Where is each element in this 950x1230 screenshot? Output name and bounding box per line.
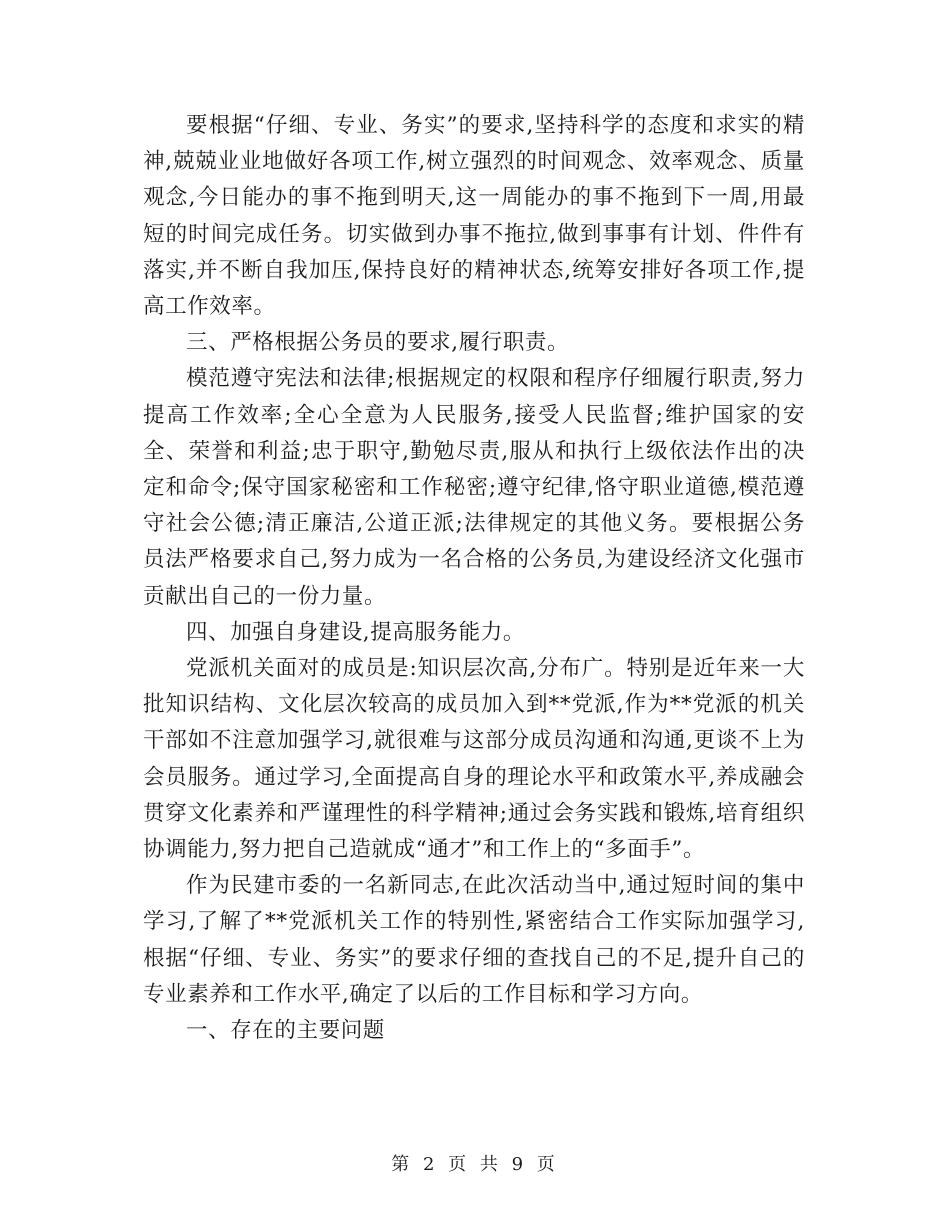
paragraph-work-attitude: 要根据“仔细、专业、务实”的要求,坚持科学的态度和求实的精神,兢兢业业地做好各项工作,树立强烈的时间观念、效率观念、质量观念,今日能办的事不拖到明天,这一周能办的事不拖到下一周,用最短的时间完成任务。切实做到办事不拖拉,做到事事有计划、件件有落实,并不断自我加压,保持良好的精神状态,统筹安排好各项工作,提高工作效率。	[143, 113, 805, 320]
paragraph-party-members: 党派机关面对的成员是:知识层次高,分布广。特别是近年来一大批知识结构、文化层次较高的成员加入到**党派,作为**党派的机关干部如不注意加强学习,就很难与这部分成员沟通和沟通,更谈不上为会员服务。通过学习,全面提高自身的理论水平和政策水平,养成融会贯穿文化素养和严谨理性的科学精神;通过会务实践和锻炼,培育组织协调能力,努力把自己造就成“通才”和工作上的“多面手”。	[143, 656, 805, 863]
section-heading-3: 三、严格根据公务员的要求,履行职责。	[186, 330, 570, 356]
paragraph-new-comrade: 作为民建市委的一名新同志,在此次活动当中,通过短时间的集中学习,了解了**党派机关工作的特别性,紧密结合工作实际加强学习,根据“仔细、专业、务实”的要求仔细的查找自己的不足,提升自己的专业素养和工作水平,确定了以后的工作目标和学习方向。	[143, 873, 805, 1007]
section-heading-4: 四、加强自身建设,提高服务能力。	[186, 619, 525, 645]
section-heading-1-problems: 一、存在的主要问题	[186, 1018, 385, 1044]
page-number-footer: 第 2 页 共 9 页	[391, 1154, 559, 1175]
document-body	[143, 108, 805, 1049]
paragraph-civil-servant-duties: 模范遵守宪法和法律;根据规定的权限和程序仔细履行职责,努力提高工作效率;全心全意为人民服务,接受人民监督;维护国家的安全、荣誉和利益;忠于职守,勤勉尽责,服从和执行上级依法作出的决定和命令;保守国家秘密和工作秘密;遵守纪律,恪守职业道德,模范遵守社会公德;清正廉洁,公道正派;法律规定的其他义务。要根据公务员法严格要求自己,努力成为一名合格的公务员,为建设经济文化强市贡献出自己的一份力量。	[143, 366, 805, 609]
